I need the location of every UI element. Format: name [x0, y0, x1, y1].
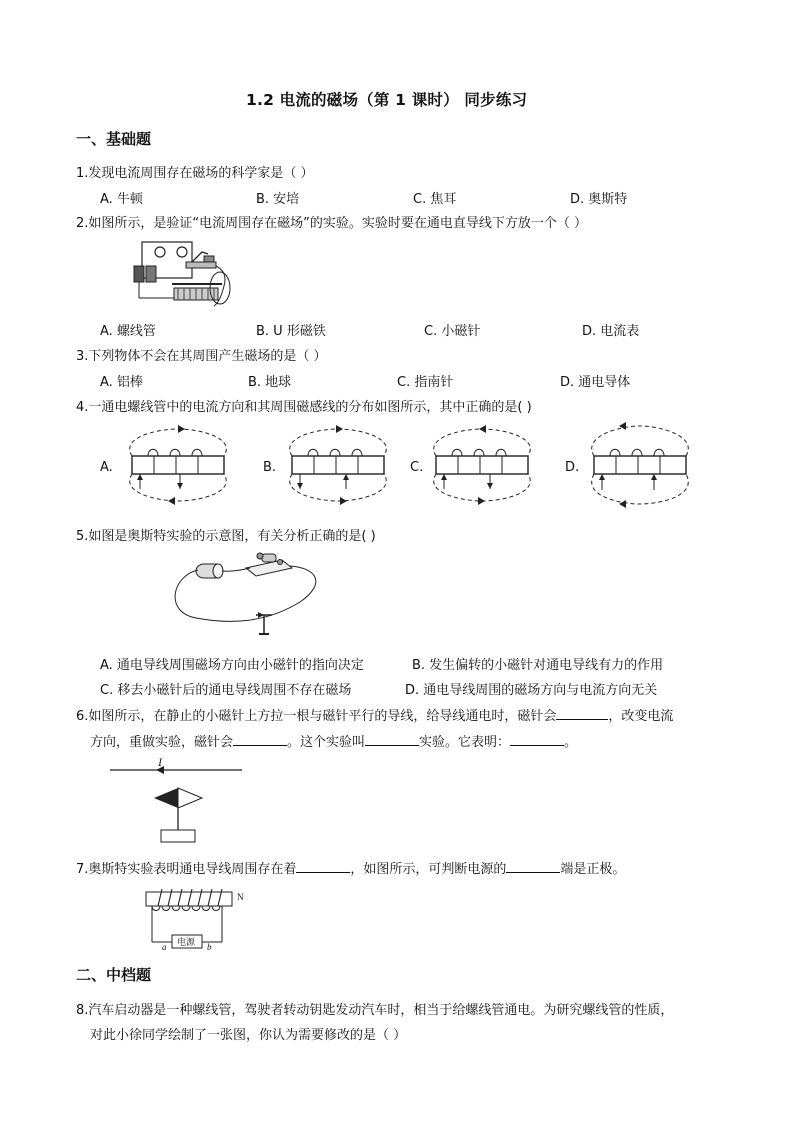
question-4-figure-a — [118, 425, 238, 505]
current-label: I — [158, 755, 162, 769]
question-5-option-a: A. 通电导线周围磁场方向由小磁针的指向决定 — [100, 658, 364, 673]
question-6-text-2a: 方向，重做实验，磁针会 — [90, 735, 234, 750]
section-intermediate: 二、中档题 — [76, 966, 152, 984]
question-4-figure-b — [278, 425, 398, 505]
question-6-blank-4[interactable] — [510, 733, 564, 746]
north-pole-label: N — [237, 892, 244, 902]
question-4-figure-d — [580, 422, 700, 508]
question-3-option-c: C. 指南针 — [397, 375, 454, 390]
question-6-figure — [108, 756, 248, 846]
power-source-label: 电源 — [177, 938, 196, 948]
question-2-option-b: B. U 形磁铁 — [256, 324, 326, 339]
question-2-option-c: C. 小磁针 — [424, 324, 481, 339]
question-7-figure — [142, 884, 252, 950]
question-6-text-1b: ，改变电流 — [608, 709, 674, 724]
question-6-text-2c: 实验。它表明： — [419, 735, 511, 750]
question-8-line-1: 8.汽车启动器是一种螺线管，驾驶者转动钥匙发动汽车时，相当于给螺线管通电。为研究螺线管的性质， — [76, 1003, 674, 1018]
question-6-line-1 — [76, 705, 673, 724]
question-3-option-b: B. 地球 — [248, 375, 292, 390]
question-4-option-d: D. — [565, 460, 580, 475]
question-2-option-d: D. 电流表 — [582, 324, 640, 339]
question-1-stem: 1.发现电流周围存在磁场的科学家是（ ） — [76, 166, 314, 181]
question-1-option-d: D. 奥斯特 — [570, 192, 628, 207]
question-5-option-b: B. 发生偏转的小磁针对通电导线有力的作用 — [412, 658, 664, 673]
question-7-blank-2[interactable] — [506, 860, 560, 873]
question-1-option-a: A. 牛顿 — [100, 192, 143, 207]
question-6-blank-1[interactable] — [556, 707, 608, 720]
question-8-line-2: 对此小徐同学绘制了一张图，你认为需要修改的是（ ） — [90, 1028, 407, 1043]
question-2-figure — [130, 236, 234, 312]
question-4-stem: 4.一通电螺线管中的电流方向和其周围磁感线的分布如图所示，其中正确的是( ) — [76, 400, 532, 415]
question-7-text-a: 7.奥斯特实验表明通电导线周围存在着 — [76, 862, 297, 877]
question-4-option-a: A. — [100, 460, 113, 475]
question-4-option-b: B. — [263, 460, 277, 475]
question-7-blank-1[interactable] — [296, 860, 350, 873]
question-6-line-2 — [90, 731, 577, 750]
question-4-figure-c — [422, 425, 542, 505]
question-6-text-1a: 6.如图所示，在静止的小磁针上方拉一根与磁针平行的导线，给导线通电时，磁针会 — [76, 709, 557, 724]
question-7-text-b: ，如图所示，可判断电源的 — [350, 862, 507, 877]
question-6-blank-2[interactable] — [233, 733, 287, 746]
question-5-stem: 5.如图是奥斯特实验的示意图，有关分析正确的是( ) — [76, 529, 376, 544]
question-5-option-c: C. 移去小磁针后的通电导线周围不存在磁场 — [100, 683, 352, 698]
question-1-option-b: B. 安培 — [256, 192, 300, 207]
question-6-text-2d: 。 — [564, 735, 578, 750]
question-5-figure — [168, 546, 328, 644]
question-6-text-2b: 。这个实验叫 — [287, 735, 366, 750]
question-5-option-d: D. 通电导线周围的磁场方向与电流方向无关 — [405, 683, 658, 698]
terminal-a-label: a — [162, 942, 167, 952]
question-3-option-a: A. 铝棒 — [100, 375, 143, 390]
page-title: 1.2 电流的磁场（第 1 课时） 同步练习 — [246, 91, 528, 109]
question-2-option-a: A. 螺线管 — [100, 324, 156, 339]
question-7-line — [76, 858, 625, 877]
question-1-option-c: C. 焦耳 — [413, 192, 457, 207]
question-7-text-c: 端是正极。 — [560, 862, 626, 877]
question-3-stem: 3.下列物体不会在其周围产生磁场的是（ ） — [76, 349, 327, 364]
terminal-b-label: b — [207, 942, 212, 952]
question-3-option-d: D. 通电导体 — [560, 375, 631, 390]
question-4-option-c: C. — [410, 460, 424, 475]
question-2-stem: 2.如图所示，是验证“电流周围存在磁场”的实验。实验时要在通电直导线下方放一个（ ） — [76, 216, 588, 231]
section-basic: 一、基础题 — [76, 130, 152, 148]
question-6-blank-3[interactable] — [365, 733, 419, 746]
